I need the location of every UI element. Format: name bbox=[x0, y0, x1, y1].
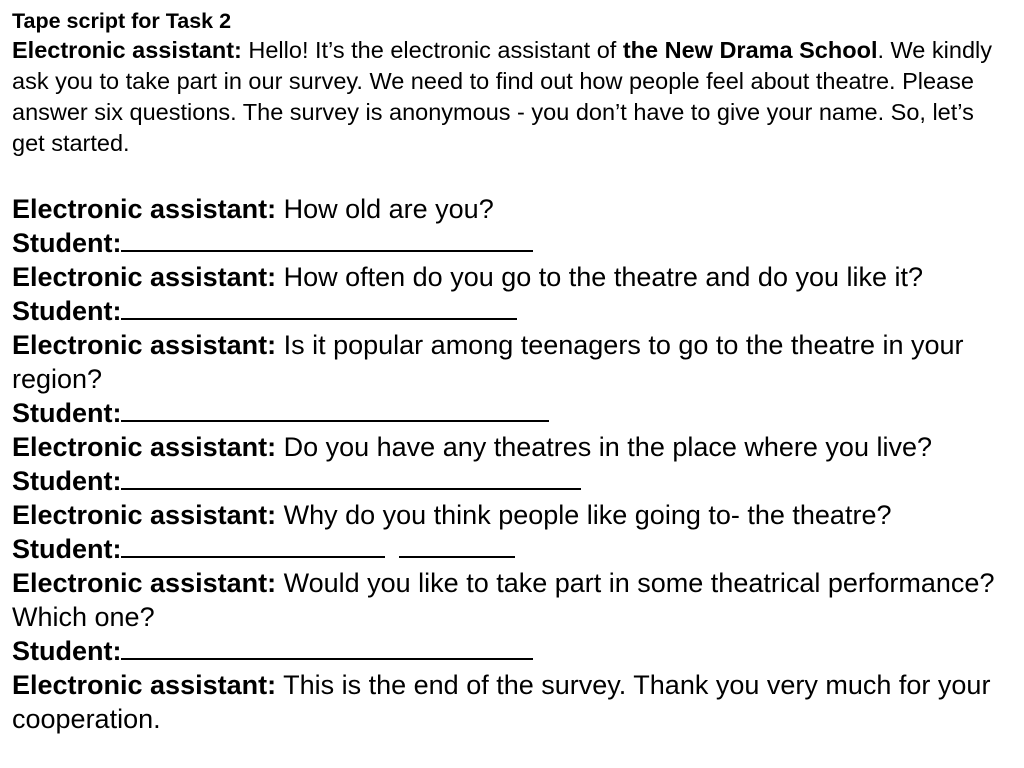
answer-blank[interactable] bbox=[399, 534, 515, 558]
assistant-label: Electronic assistant: bbox=[12, 330, 277, 360]
assistant-question-6 bbox=[12, 566, 1012, 634]
assistant-label: Electronic assistant: bbox=[12, 194, 277, 224]
question-text: How old are you? bbox=[276, 194, 494, 224]
intro-speaker: Electronic assistant: bbox=[12, 37, 242, 63]
student-label: Student: bbox=[12, 398, 122, 428]
student-label: Student: bbox=[12, 466, 122, 496]
assistant-question-1 bbox=[12, 192, 1012, 226]
assistant-label: Electronic assistant: bbox=[12, 432, 277, 462]
student-answer-5 bbox=[12, 532, 1012, 566]
answer-blank[interactable] bbox=[121, 228, 533, 252]
answer-blank[interactable] bbox=[121, 636, 533, 660]
student-answer-2 bbox=[12, 294, 1012, 328]
intro-text-after: . We kindly ask you to take part in our survey. We need to find out how people feel about theatre. Please answer six questions. The survey is anonymous - you don’t have to give your name. So, let’s get started. bbox=[12, 37, 992, 156]
assistant-question-4 bbox=[12, 430, 1012, 464]
assistant-question-2 bbox=[12, 260, 1012, 294]
student-answer-1 bbox=[12, 226, 1012, 260]
answer-blank[interactable] bbox=[121, 398, 549, 422]
student-label: Student: bbox=[12, 636, 122, 666]
closing-text: This is the end of the survey. Thank you very much for your cooperation. bbox=[12, 670, 991, 734]
intro-paragraph bbox=[12, 35, 1012, 159]
question-text: Why do you think people like going to- the theatre? bbox=[276, 500, 892, 530]
school-name: the New Drama School bbox=[622, 37, 878, 63]
student-answer-6 bbox=[12, 634, 1012, 668]
assistant-label: Electronic assistant: bbox=[12, 670, 277, 700]
question-text: Is it popular among teenagers to go to the theatre in your region? bbox=[12, 330, 964, 394]
student-label: Student: bbox=[12, 534, 122, 564]
assistant-question-3 bbox=[12, 328, 1012, 396]
spacer bbox=[12, 159, 1012, 192]
student-label: Student: bbox=[12, 296, 122, 326]
student-answer-4 bbox=[12, 464, 1012, 498]
answer-blank[interactable] bbox=[121, 466, 581, 490]
page-heading: Tape script for Task 2 bbox=[12, 9, 232, 33]
student-label: Student: bbox=[12, 228, 122, 258]
assistant-question-5 bbox=[12, 498, 1012, 532]
student-answer-3 bbox=[12, 396, 1012, 430]
assistant-label: Electronic assistant: bbox=[12, 262, 277, 292]
answer-blank[interactable] bbox=[121, 296, 517, 320]
assistant-label: Electronic assistant: bbox=[12, 568, 277, 598]
question-text: Would you like to take part in some theatrical performance? Which one? bbox=[12, 568, 995, 632]
question-text: Do you have any theatres in the place where you live? bbox=[276, 432, 932, 462]
assistant-closing bbox=[12, 668, 1012, 736]
intro-text-before: Hello! It’s the electronic assistant of bbox=[241, 37, 623, 63]
question-text: How often do you go to the theatre and do you like it? bbox=[276, 262, 924, 292]
assistant-label: Electronic assistant: bbox=[12, 500, 277, 530]
survey-dialogue bbox=[12, 192, 1012, 736]
answer-blank[interactable] bbox=[121, 534, 385, 558]
